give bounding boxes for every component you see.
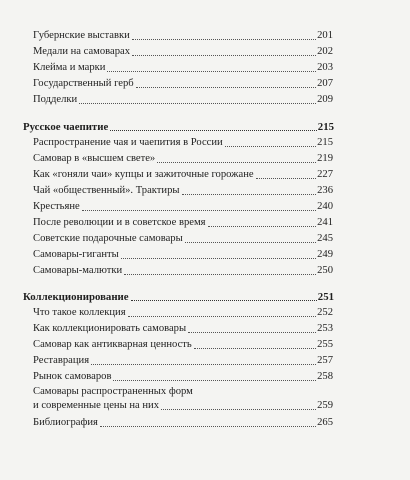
toc-entry-page: 203 [317, 62, 333, 73]
toc-entry-page: 236 [317, 185, 333, 196]
toc-entry-page: 245 [317, 233, 333, 244]
toc-entry-title: Как «гоняли чаи» купцы и зажиточные горожане [33, 169, 254, 180]
toc-entry-page: 201 [317, 30, 333, 41]
toc-entry-title: Распространение чая и чаепития в России [33, 137, 223, 148]
dot-leader [194, 348, 316, 349]
dot-leader [121, 258, 316, 259]
toc-entry-title: После революции и в советское время [33, 217, 206, 228]
dot-leader [110, 130, 317, 131]
toc-entry-title: Самовары-малютки [33, 265, 123, 276]
toc-entry [33, 58, 333, 74]
toc-entry-page: 215 [317, 137, 333, 148]
dot-leader [107, 71, 316, 72]
toc-entry-title: Что такое коллекция [33, 307, 126, 318]
toc-section-heading [23, 117, 334, 133]
toc-entry-page: 265 [317, 417, 333, 428]
toc-entry [33, 413, 333, 429]
toc-entry [33, 303, 333, 319]
dot-leader [225, 146, 316, 147]
toc-entry-title: Подделки [33, 94, 78, 105]
toc-entry-page: 202 [317, 46, 333, 57]
toc-entry-page: 253 [317, 323, 333, 334]
toc-entry [33, 261, 333, 277]
toc-entry-title: Библиография [33, 417, 98, 428]
dot-leader [128, 316, 317, 317]
toc-entry-title: Государственный герб [33, 78, 134, 89]
toc-entry [33, 319, 333, 335]
toc-entry [33, 351, 333, 367]
toc-entry-title: Самовар как антикварная ценность [33, 339, 192, 350]
toc-entry [33, 197, 333, 213]
toc-entry-title-line2: и современные цены на них [33, 400, 159, 411]
toc-heading-page: 251 [317, 291, 334, 303]
toc-entry [33, 133, 333, 149]
toc-entry-title: Самовар в «высшем свете» [33, 153, 156, 164]
dot-leader [208, 226, 317, 227]
toc-entry-title-line1: Самовары распространенных форм [33, 386, 193, 397]
dot-leader [157, 162, 316, 163]
toc-entry [33, 26, 333, 42]
toc-entry-title: Крестьяне [33, 201, 80, 212]
dot-leader [185, 242, 316, 243]
toc-entry-multiline [33, 385, 333, 413]
toc-entry-title: Клейма и марки [33, 62, 106, 73]
dot-leader [161, 409, 316, 410]
toc-entry-title: Советские подарочные самовары [33, 233, 183, 244]
toc-entry-title: Реставрация [33, 355, 90, 366]
toc-entry-page: 250 [317, 265, 333, 276]
toc-entry-title: Самовары-гиганты [33, 249, 119, 260]
toc-entry [33, 367, 333, 383]
toc-entry [33, 245, 333, 261]
dot-leader [124, 274, 316, 275]
toc-entry-page: 257 [317, 355, 333, 366]
dot-leader [113, 380, 316, 381]
dot-leader [256, 178, 317, 179]
dot-leader [132, 39, 316, 40]
toc-entry [33, 90, 333, 106]
toc-entry [33, 229, 333, 245]
toc-entry-page: 255 [317, 339, 333, 350]
dot-leader [136, 87, 316, 88]
toc-entry-page: 241 [317, 217, 333, 228]
toc-entry-title: Губернские выставки [33, 30, 130, 41]
toc-entry [33, 165, 333, 181]
dot-leader [132, 55, 316, 56]
toc-entry-page: 207 [317, 78, 333, 89]
toc-entry [33, 213, 333, 229]
dot-leader [100, 426, 316, 427]
toc-entry [33, 74, 333, 90]
dot-leader [188, 332, 316, 333]
toc-entry-page: 249 [317, 249, 333, 260]
dot-leader [79, 103, 316, 104]
dot-leader [182, 194, 317, 195]
toc-entry-title: Чай «общественный». Трактиры [33, 185, 180, 196]
toc-entry-page: 240 [317, 201, 333, 212]
toc-entry-page: 209 [317, 94, 333, 105]
toc-entry [33, 42, 333, 58]
toc-entry-title: Как коллекционировать самовары [33, 323, 187, 334]
dot-leader [131, 300, 317, 301]
toc-entry-title: Рынок самоваров [33, 371, 112, 382]
dot-leader [91, 364, 316, 365]
toc-entry-page: 219 [317, 153, 333, 164]
toc-entry [33, 149, 333, 165]
toc-entry-page: 227 [317, 169, 333, 180]
toc-entry [33, 335, 333, 351]
toc-entry-page: 258 [317, 371, 333, 382]
toc-entry-page: 252 [317, 307, 333, 318]
toc-entry-title: Медали на самоварах [33, 46, 131, 57]
toc-entry [33, 181, 333, 197]
toc-heading-page: 215 [317, 121, 334, 133]
toc-entry-line2 [33, 398, 333, 412]
toc-entry-page: 259 [317, 400, 333, 411]
toc-heading-title: Коллекционирование [23, 291, 129, 303]
dot-leader [82, 210, 316, 211]
toc-heading-title: Русское чаепитие [23, 121, 109, 133]
toc-section-heading [23, 287, 334, 303]
